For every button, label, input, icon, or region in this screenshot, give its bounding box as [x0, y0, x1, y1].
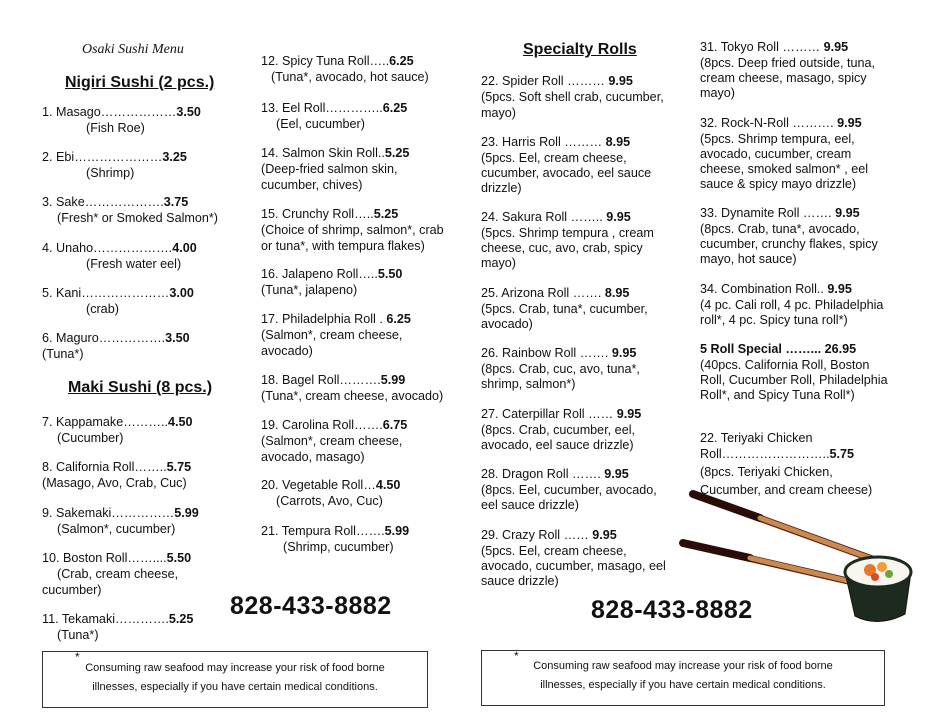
item-name: 10. Boston Roll……....: [42, 551, 167, 565]
item-name: Roll……………………..: [700, 447, 830, 461]
item-desc: (Fresh water eel): [86, 257, 182, 271]
item-desc: (8pcs. Crab, cuc, avo, tuna*,: [481, 362, 640, 376]
item-name: 25. Arizona Roll …….: [481, 286, 605, 300]
item-desc: (Choice of shrimp, salmon*, crab: [261, 223, 444, 237]
notice-line: illnesses, especially if you have certain medical conditions.: [92, 681, 378, 693]
item-name: 24. Sakura Roll ……..: [481, 210, 607, 224]
notice-line: Consuming raw seafood may increase your risk of food borne: [85, 662, 385, 674]
item-desc: (Eel, cucumber): [276, 117, 365, 131]
item-name: 4. Unaho……………….: [42, 241, 173, 255]
item-desc: (8pcs. Eel, cucumber, avocado,: [481, 483, 657, 497]
item-name: 21. Tempura Roll…….: [261, 524, 385, 538]
item-desc: avocado): [261, 344, 313, 358]
item-desc: (5pcs. Shrimp tempura, eel,: [700, 132, 855, 146]
item-name: 17. Philadelphia Roll .: [261, 312, 387, 326]
item-desc: (8pcs. Teriyaki Chicken,: [700, 465, 833, 479]
item-desc: (Salmon*, cream cheese,: [261, 328, 403, 342]
item-price: 9.95: [604, 467, 629, 481]
item-desc: (5pcs. Soft shell crab, cucumber,: [481, 90, 664, 104]
item-desc: avocado, masago): [261, 450, 365, 464]
item-desc: drizzle): [481, 181, 522, 195]
item-name: 31. Tokyo Roll ………: [700, 40, 824, 54]
item-desc: eel sauce drizzle): [481, 498, 579, 512]
item-name: 26. Rainbow Roll …….: [481, 346, 612, 360]
item-desc: (5pcs. Eel, cream cheese,: [481, 151, 627, 165]
item-name: 19. Carolina Roll…….: [261, 418, 383, 432]
item-price: 5.99: [380, 373, 406, 387]
item-desc: (Salmon*, cream cheese,: [261, 434, 403, 448]
item-desc: mayo): [481, 106, 516, 120]
item-desc: (Shrimp): [86, 166, 135, 180]
item-desc: (5pcs. Crab, tuna*, cucumber,: [481, 302, 648, 316]
item-name: 33. Dynamite Roll …….: [700, 206, 836, 220]
item-desc: avocado, eel sauce drizzle): [481, 438, 634, 452]
item-name: 3. Sake……………….: [42, 195, 164, 209]
item-desc: sauce drizzle): [481, 574, 559, 588]
item-price: 5.99: [174, 506, 199, 520]
item-desc: (Deep-fried salmon skin,: [261, 162, 398, 176]
item-name: 28. Dragon Roll …….: [481, 467, 605, 481]
item-price: 8.95: [605, 135, 631, 149]
item-desc: cheese, cuc, avo, crab, spicy: [481, 241, 643, 255]
item-desc: roll*, 4 pc. Spicy tuna roll*): [700, 313, 848, 327]
item-name: 9. Sakemaki……………: [42, 506, 175, 520]
item-price: 5.99: [384, 524, 410, 538]
notice-line: Consuming raw seafood may increase your risk of food borne: [533, 660, 833, 672]
phone-number: 828-433-8882: [230, 592, 392, 620]
item-name: 1. Masago………………: [42, 105, 177, 119]
item-price: 4.50: [375, 478, 401, 492]
item-desc: (Shrimp, cucumber): [283, 540, 394, 554]
item-price: 3.50: [176, 105, 201, 119]
item-price: 9.95: [835, 206, 860, 220]
item-name: 12. Spicy Tuna Roll…..: [261, 54, 390, 68]
item-desc: (Carrots, Avo, Cuc): [276, 494, 383, 508]
item-desc: mayo): [481, 256, 516, 270]
item-price: 6.25: [389, 54, 414, 68]
item-price: 9.95: [611, 346, 637, 360]
item-desc: cheese, smoked salmon* , eel: [700, 162, 869, 176]
item-name: 23. Harris Roll ………: [481, 135, 606, 149]
item-desc: (Cucumber): [57, 431, 124, 445]
item-desc: mayo, hot sauce): [700, 252, 797, 266]
item-desc: cucumber): [42, 583, 102, 597]
item-desc: cucumber, crunchy flakes, spicy: [700, 237, 878, 251]
item-name: 6. Maguro…………….: [42, 331, 166, 345]
item-desc: mayo): [700, 86, 735, 100]
item-desc: (4 pc. Cali roll, 4 pc. Philadelphia: [700, 298, 884, 312]
item-price: 5.25: [168, 612, 194, 626]
item-desc: (crab): [86, 302, 119, 316]
item-name: 15. Crunchy Roll…..: [261, 207, 374, 221]
item-name: 22. Spider Roll ………: [481, 74, 609, 88]
item-name: 11. Tekamaki………….: [42, 612, 169, 626]
item-desc: (Tuna*, cream cheese, avocado): [261, 389, 444, 403]
item-desc: (Tuna*): [57, 628, 99, 642]
item-desc: (8pcs. Deep fried outside, tuna,: [700, 56, 876, 70]
item-price: 9.95: [823, 40, 849, 54]
item-desc: sauce & spicy mayo drizzle): [700, 177, 857, 191]
item-desc: Roll*, and Spicy Tuna Roll*): [700, 388, 855, 402]
item-price: 6.25: [382, 101, 408, 115]
item-price: 3.75: [163, 195, 189, 209]
item-desc: (Tuna*, jalapeno): [261, 283, 358, 297]
menu-title: Osaki Sushi Menu: [82, 42, 184, 57]
section-maki-heading: Maki Sushi (8 pcs.): [68, 379, 213, 396]
item-desc: (8pcs. Crab, cucumber, eel,: [481, 423, 635, 437]
item-price: 5.25: [384, 146, 410, 160]
item-desc: or tuna*, with tempura flakes): [261, 239, 425, 253]
item-price: 3.25: [162, 150, 187, 164]
item-name: 18. Bagel Roll……….: [261, 373, 381, 387]
item-price: 9.95: [827, 282, 852, 296]
asterisk: *: [75, 650, 80, 664]
item-price: 5.50: [377, 267, 403, 281]
item-desc: (5pcs. Shrimp tempura , cream: [481, 226, 654, 240]
item-price: 9.95: [616, 407, 642, 421]
item-desc: cucumber, chives): [261, 178, 363, 192]
item-price: 8.95: [604, 286, 630, 300]
item-name: 32. Rock-N-Roll ……….: [700, 116, 838, 130]
item-price: 9.95: [606, 210, 631, 224]
item-desc: Roll, Cucumber Roll, Philadelphia: [700, 373, 888, 387]
item-name: 34. Combination Roll..: [700, 282, 828, 296]
item-desc: (Fish Roe): [86, 121, 145, 135]
item-price: 5.75: [166, 460, 192, 474]
section-nigiri-heading: Nigiri Sushi (2 pcs.): [65, 74, 215, 91]
item-name: 5. Kani…………………: [42, 286, 170, 300]
item-name: 29. Crazy Roll ……: [481, 528, 593, 542]
item-price: 9.95: [608, 74, 633, 88]
item-desc: shrimp, salmon*): [481, 377, 576, 391]
item-desc: (40pcs. California Roll, Boston: [700, 358, 870, 372]
phone-number: 828-433-8882: [591, 596, 753, 624]
item-desc: avocado, cucumber, masago, eel: [481, 559, 666, 573]
notice-line: illnesses, especially if you have certain medical conditions.: [540, 679, 826, 691]
item-price: 3.50: [165, 331, 190, 345]
asterisk: *: [514, 649, 519, 663]
item-price: 6.25: [386, 312, 411, 326]
sushi-chopsticks-icon: [665, 488, 920, 623]
item-desc: (Fresh* or Smoked Salmon*): [57, 211, 218, 225]
item-desc: Cucumber, and cream cheese): [700, 483, 873, 497]
item-name: 20. Vegetable Roll…: [261, 478, 376, 492]
item-price: 5.50: [166, 551, 192, 565]
item-price: 5.75: [829, 447, 854, 461]
item-price: 3.00: [169, 286, 194, 300]
item-desc: (8pcs. Crab, tuna*, avocado,: [700, 222, 860, 236]
item-name: 8. California Roll……..: [42, 460, 167, 474]
item-name: 13. Eel Roll…………..: [261, 101, 383, 115]
item-price: 4.00: [172, 241, 197, 255]
item-name: 16. Jalapeno Roll…..: [261, 267, 378, 281]
item-desc: (Salmon*, cucumber): [57, 522, 176, 536]
item-desc: cream cheese, masago, spicy: [700, 71, 867, 85]
item-name: 27. Caterpillar Roll ……: [481, 407, 617, 421]
item-desc: (Masago, Avo, Crab, Cuc): [42, 476, 187, 490]
item-price: 9.95: [592, 528, 617, 542]
item-price: 9.95: [837, 116, 862, 130]
item-price: 6.75: [382, 418, 408, 432]
item-name: 7. Kappamake………..: [42, 415, 168, 429]
item-desc: (Tuna*, avocado, hot sauce): [271, 70, 429, 84]
item-desc: (Tuna*): [42, 347, 84, 361]
raw-seafood-notice: [42, 651, 428, 708]
item-name: 22. Teriyaki Chicken: [700, 431, 813, 445]
item-price: 4.50: [168, 415, 193, 429]
item-name: 5 Roll Special ……...: [700, 342, 825, 356]
item-desc: avocado, cucumber, cream: [700, 147, 852, 161]
section-specialty-heading: Specialty Rolls: [523, 41, 637, 58]
item-name: 2. Ebi…………………: [42, 150, 163, 164]
item-desc: (Crab, cream cheese,: [57, 567, 179, 581]
item-price: 5.25: [373, 207, 399, 221]
item-name: 14. Salmon Skin Roll..: [261, 146, 385, 160]
item-desc: cucumber, avocado, eel sauce: [481, 166, 652, 180]
item-desc: avocado): [481, 317, 533, 331]
raw-seafood-notice: [481, 650, 885, 706]
item-desc: (5pcs. Eel, cream cheese,: [481, 544, 627, 558]
item-price: 26.95: [824, 342, 857, 356]
